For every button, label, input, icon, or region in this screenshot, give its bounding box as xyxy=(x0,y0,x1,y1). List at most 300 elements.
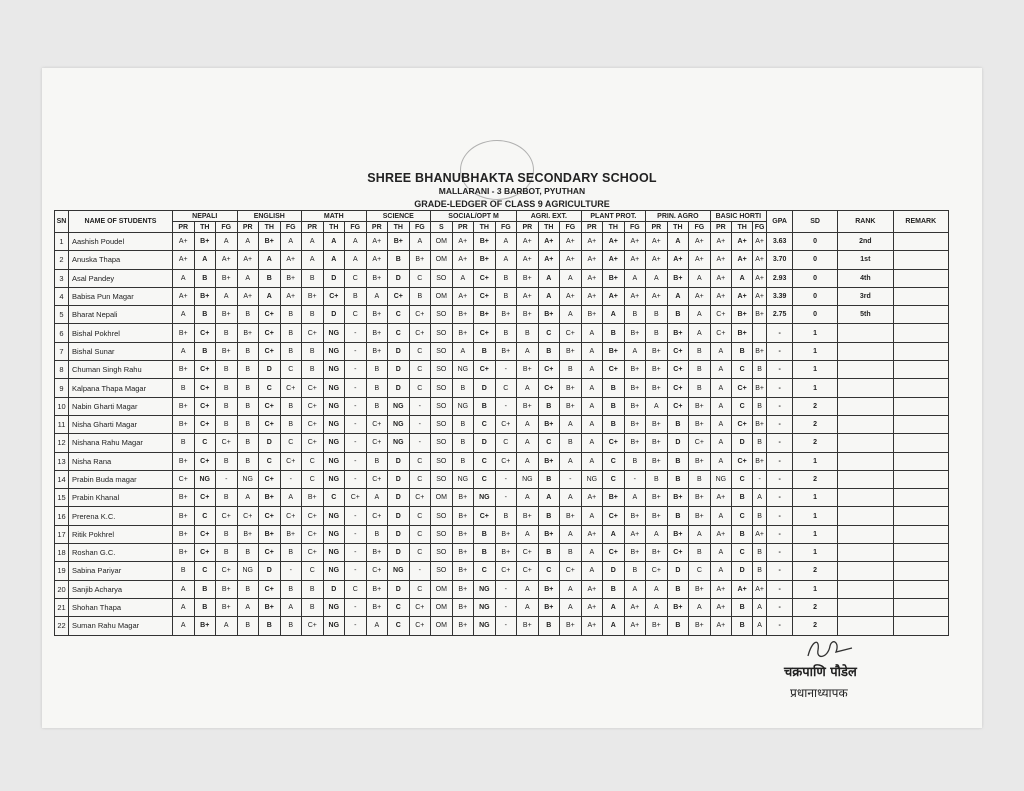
grade-cell: A xyxy=(667,287,689,305)
grade-cell: B+ xyxy=(538,598,560,616)
gpa-cell: - xyxy=(767,598,793,616)
grade-cell: C+ xyxy=(194,525,216,543)
grade-cell: NG xyxy=(581,470,603,488)
table-row xyxy=(55,489,949,507)
student-name: Aashish Poudel xyxy=(69,233,173,251)
grade-cell: A xyxy=(495,233,517,251)
grade-cell: C+ xyxy=(689,434,711,452)
grade-cell: B xyxy=(302,361,324,379)
grade-cell: NG xyxy=(710,470,732,488)
grade-cell: B xyxy=(603,415,625,433)
grade-cell: B xyxy=(237,452,259,470)
student-name: Ritik Pokhrel xyxy=(69,525,173,543)
grade-cell: A xyxy=(710,507,732,525)
grade-cell: D xyxy=(388,379,410,397)
grade-cell: A+ xyxy=(624,525,646,543)
grade-cell: B+ xyxy=(517,306,539,324)
grade-cell: A+ xyxy=(624,287,646,305)
grade-cell: B xyxy=(173,562,195,580)
grade-cell: A+ xyxy=(581,489,603,507)
grade-cell: A xyxy=(452,269,474,287)
sub-header: FG xyxy=(753,222,767,233)
grade-cell: B+ xyxy=(194,287,216,305)
grade-cell: NG xyxy=(323,361,345,379)
grade-cell: B xyxy=(366,525,388,543)
grade-cell: B xyxy=(237,580,259,598)
grade-cell: A xyxy=(753,617,767,635)
grade-cell: B+ xyxy=(689,580,711,598)
grade-cell: B xyxy=(259,617,281,635)
grade-cell: A+ xyxy=(710,598,732,616)
grade-cell: C+ xyxy=(194,415,216,433)
grade-cell: B xyxy=(753,361,767,379)
sd-cell: 2 xyxy=(793,415,838,433)
rank-cell: 3rd xyxy=(838,287,893,305)
sn-cell: 20 xyxy=(55,580,69,598)
grade-cell: C+ xyxy=(302,434,324,452)
grade-cell: C+ xyxy=(302,324,324,342)
grade-cell: B+ xyxy=(646,379,668,397)
grade-cell: - xyxy=(345,415,367,433)
grade-cell: NG xyxy=(194,470,216,488)
grade-cell: SO xyxy=(431,342,453,360)
grade-cell: C xyxy=(409,342,431,360)
grade-cell: NG xyxy=(388,562,410,580)
grade-cell: C+ xyxy=(194,452,216,470)
grade-cell: B xyxy=(216,397,238,415)
grade-cell: C+ xyxy=(409,598,431,616)
grade-cell: A xyxy=(538,489,560,507)
rank-cell xyxy=(838,598,893,616)
grade-cell: A xyxy=(710,544,732,562)
grade-cell: B xyxy=(216,361,238,379)
grade-cell: B xyxy=(280,544,302,562)
grade-cell: B+ xyxy=(646,415,668,433)
grade-cell: B xyxy=(366,397,388,415)
grade-cell: B+ xyxy=(474,251,496,269)
grade-cell: A xyxy=(753,598,767,616)
grade-cell: B xyxy=(753,562,767,580)
grade-cell: A+ xyxy=(624,251,646,269)
grade-cell: C+ xyxy=(323,287,345,305)
grade-cell: A+ xyxy=(581,233,603,251)
remark-cell xyxy=(893,507,948,525)
grade-cell: B xyxy=(237,415,259,433)
grade-cell: A xyxy=(624,489,646,507)
sub-header: TH xyxy=(732,222,753,233)
sub-header: TH xyxy=(603,222,625,233)
table-row xyxy=(55,269,949,287)
sub-header: TH xyxy=(194,222,216,233)
grade-cell: C+ xyxy=(667,342,689,360)
grade-cell: C xyxy=(495,379,517,397)
grade-cell: B xyxy=(366,379,388,397)
grade-cell: SO xyxy=(431,544,453,562)
grade-cell: B xyxy=(753,397,767,415)
grade-cell: C xyxy=(409,470,431,488)
grade-cell: C xyxy=(388,617,410,635)
grade-cell: B+ xyxy=(194,617,216,635)
grade-cell: B xyxy=(302,580,324,598)
grade-cell: B xyxy=(302,269,324,287)
sn-cell: 18 xyxy=(55,544,69,562)
grade-cell: B+ xyxy=(388,233,410,251)
sub-header: PR xyxy=(581,222,603,233)
grade-cell: B+ xyxy=(581,306,603,324)
grade-cell: C+ xyxy=(366,562,388,580)
grade-cell: B xyxy=(667,470,689,488)
grade-cell: - xyxy=(345,397,367,415)
grade-cell: B xyxy=(302,306,324,324)
sn-cell: 15 xyxy=(55,489,69,507)
sub-header: FG xyxy=(216,222,238,233)
grade-cell: A+ xyxy=(517,233,539,251)
rank-cell xyxy=(838,397,893,415)
gpa-cell: - xyxy=(767,489,793,507)
grade-cell: B xyxy=(495,269,517,287)
grade-cell: NG xyxy=(474,617,496,635)
grade-cell: B+ xyxy=(538,580,560,598)
sn-cell: 12 xyxy=(55,434,69,452)
remark-header: REMARK xyxy=(893,211,948,233)
grade-cell: SO xyxy=(431,324,453,342)
grade-cell: B xyxy=(280,617,302,635)
grade-cell: B+ xyxy=(753,379,767,397)
grade-cell: B+ xyxy=(689,489,711,507)
grade-cell: B+ xyxy=(667,598,689,616)
sn-cell: 14 xyxy=(55,470,69,488)
grade-cell: SO xyxy=(431,415,453,433)
grade-cell: B xyxy=(216,525,238,543)
grade-cell: C+ xyxy=(259,507,281,525)
grade-cell: A xyxy=(646,580,668,598)
grade-cell: B xyxy=(194,342,216,360)
grade-cell: B xyxy=(237,379,259,397)
grade-cell: A+ xyxy=(452,233,474,251)
sd-cell: 2 xyxy=(793,617,838,635)
grade-cell: A+ xyxy=(753,287,767,305)
subject-header: SCIENCE xyxy=(366,211,431,222)
grade-cell: C xyxy=(474,452,496,470)
rank-cell xyxy=(838,507,893,525)
grade-cell: D xyxy=(259,361,281,379)
grade-cell: C+ xyxy=(560,324,582,342)
grade-cell: NG xyxy=(517,470,539,488)
grade-cell: B+ xyxy=(366,306,388,324)
grade-cell: C xyxy=(732,470,753,488)
grade-cell: B+ xyxy=(689,617,711,635)
grade-cell: NG xyxy=(388,415,410,433)
sub-header: FG xyxy=(345,222,367,233)
grade-cell: C+ xyxy=(732,415,753,433)
grade-cell: - xyxy=(345,452,367,470)
remark-cell xyxy=(893,233,948,251)
grade-cell: A xyxy=(517,415,539,433)
grade-cell: B+ xyxy=(216,342,238,360)
grade-cell: B+ xyxy=(452,507,474,525)
sn-cell: 7 xyxy=(55,342,69,360)
grade-cell: C xyxy=(732,361,753,379)
remark-cell xyxy=(893,598,948,616)
grade-cell: B xyxy=(237,544,259,562)
grade-cell: C xyxy=(409,379,431,397)
grade-cell: B xyxy=(538,470,560,488)
grade-cell: C+ xyxy=(302,617,324,635)
gpa-cell: - xyxy=(767,415,793,433)
grade-cell: C xyxy=(194,434,216,452)
grade-cell: A+ xyxy=(646,287,668,305)
grade-cell: A+ xyxy=(624,617,646,635)
school-address: MALLARANI - 3 BARBOT, PYUTHAN xyxy=(438,186,586,196)
rank-header: RANK xyxy=(838,211,893,233)
grade-cell: - xyxy=(495,470,517,488)
grade-cell: A xyxy=(517,342,539,360)
grade-cell: B+ xyxy=(517,361,539,379)
grade-cell: NG xyxy=(474,489,496,507)
grade-cell: A xyxy=(366,287,388,305)
grade-cell: A xyxy=(710,379,732,397)
grade-cell: SO xyxy=(431,525,453,543)
grade-cell: A xyxy=(646,525,668,543)
rank-cell xyxy=(838,415,893,433)
grade-cell: A xyxy=(538,269,560,287)
grade-cell: C+ xyxy=(710,306,732,324)
table-row xyxy=(55,562,949,580)
grade-cell: A xyxy=(194,251,216,269)
rank-cell xyxy=(838,562,893,580)
grade-cell: A xyxy=(366,617,388,635)
grade-cell: NG xyxy=(323,507,345,525)
grade-cell: B+ xyxy=(753,452,767,470)
grade-cell: C+ xyxy=(495,415,517,433)
sd-cell: 1 xyxy=(793,507,838,525)
grade-cell: C+ xyxy=(474,361,496,379)
gpa-cell: - xyxy=(767,452,793,470)
sub-header: PR xyxy=(173,222,195,233)
grade-cell: A xyxy=(237,269,259,287)
grade-cell: A+ xyxy=(173,251,195,269)
grade-cell: - xyxy=(345,342,367,360)
grade-cell: B+ xyxy=(689,415,711,433)
grade-cell: B+ xyxy=(624,415,646,433)
grade-cell: C+ xyxy=(538,379,560,397)
grade-cell: A+ xyxy=(581,598,603,616)
grade-cell: NG xyxy=(452,470,474,488)
grade-cell: B xyxy=(474,525,496,543)
grade-cell: C xyxy=(194,562,216,580)
grade-cell: B+ xyxy=(538,415,560,433)
sd-cell: 0 xyxy=(793,269,838,287)
remark-cell xyxy=(893,397,948,415)
table-row xyxy=(55,379,949,397)
grade-cell: C xyxy=(409,525,431,543)
table-row xyxy=(55,470,949,488)
grade-cell: - xyxy=(495,580,517,598)
grade-cell: D xyxy=(732,434,753,452)
grade-cell: A+ xyxy=(689,251,711,269)
grade-cell: A+ xyxy=(624,233,646,251)
student-name: Sabina Pariyar xyxy=(69,562,173,580)
sub-header: TH xyxy=(388,222,410,233)
grade-cell: B+ xyxy=(603,269,625,287)
grade-cell: B+ xyxy=(560,507,582,525)
grade-cell: A xyxy=(646,269,668,287)
grade-cell: D xyxy=(388,544,410,562)
remark-cell xyxy=(893,562,948,580)
grade-cell: B+ xyxy=(259,489,281,507)
grade-cell: A xyxy=(732,269,753,287)
grade-cell: A+ xyxy=(581,580,603,598)
grade-cell: A xyxy=(560,580,582,598)
grade-cell: D xyxy=(667,562,689,580)
grade-cell: B+ xyxy=(173,452,195,470)
grade-cell: C+ xyxy=(259,470,281,488)
grade-cell: A xyxy=(710,415,732,433)
principal-name: चक्रपाणि पौडेल xyxy=(784,665,857,680)
remark-cell xyxy=(893,342,948,360)
grade-cell: A xyxy=(173,306,195,324)
remark-cell xyxy=(893,580,948,598)
sd-cell: 1 xyxy=(793,324,838,342)
grade-cell: B xyxy=(667,507,689,525)
sub-header: TH xyxy=(538,222,560,233)
gpa-cell: - xyxy=(767,361,793,379)
grade-cell: C xyxy=(409,452,431,470)
table-row xyxy=(55,397,949,415)
grade-cell: B+ xyxy=(517,269,539,287)
grade-cell: B xyxy=(560,434,582,452)
grade-cell: B+ xyxy=(667,525,689,543)
grade-cell: A+ xyxy=(710,287,732,305)
grade-cell: B xyxy=(667,452,689,470)
grade-cell: D xyxy=(388,269,410,287)
sub-header: FG xyxy=(689,222,711,233)
remark-cell xyxy=(893,324,948,342)
grade-cell: B+ xyxy=(753,342,767,360)
sd-cell: 0 xyxy=(793,306,838,324)
sn-cell: 19 xyxy=(55,562,69,580)
grade-cell: B xyxy=(280,342,302,360)
grade-cell: C xyxy=(302,452,324,470)
grade-cell: A xyxy=(689,306,711,324)
grade-cell: B xyxy=(538,507,560,525)
grade-cell: B xyxy=(732,617,753,635)
grade-cell: - xyxy=(409,562,431,580)
grade-cell: B+ xyxy=(259,598,281,616)
grade-cell: B xyxy=(667,415,689,433)
subject-header: SOCIAL/OPT M xyxy=(431,211,517,222)
table-row xyxy=(55,452,949,470)
grade-cell: B+ xyxy=(538,306,560,324)
remark-cell xyxy=(893,415,948,433)
sub-header: TH xyxy=(259,222,281,233)
sn-cell: 1 xyxy=(55,233,69,251)
table-row xyxy=(55,251,949,269)
grade-cell: C xyxy=(345,306,367,324)
grade-cell: D xyxy=(474,379,496,397)
student-name: Chuman Singh Rahu xyxy=(69,361,173,379)
grade-cell: D xyxy=(388,361,410,379)
table-row xyxy=(55,306,949,324)
grade-cell: B+ xyxy=(495,544,517,562)
grade-cell: B+ xyxy=(560,617,582,635)
student-name: Bishal Pokhrel xyxy=(69,324,173,342)
grade-cell: - xyxy=(280,470,302,488)
student-name: Asal Pandey xyxy=(69,269,173,287)
grade-cell: B+ xyxy=(452,525,474,543)
grade-cell: A+ xyxy=(710,525,732,543)
grade-cell: A+ xyxy=(753,269,767,287)
grade-cell: D xyxy=(388,507,410,525)
grade-cell: A+ xyxy=(280,287,302,305)
grade-cell: A xyxy=(603,306,625,324)
grade-cell: A xyxy=(560,489,582,507)
grade-cell: A+ xyxy=(646,233,668,251)
grade-cell: B xyxy=(689,379,711,397)
grade-cell: B+ xyxy=(603,489,625,507)
grade-cell: C+ xyxy=(495,562,517,580)
grade-cell: NG xyxy=(452,397,474,415)
grade-cell: NG xyxy=(323,324,345,342)
rank-cell: 5th xyxy=(838,306,893,324)
grade-cell: C xyxy=(538,562,560,580)
subject-header: ENGLISH xyxy=(237,211,302,222)
rank-cell xyxy=(838,379,893,397)
grade-cell: A xyxy=(517,489,539,507)
grade-cell: C+ xyxy=(732,452,753,470)
grade-cell: B xyxy=(753,544,767,562)
grade-cell: A xyxy=(624,580,646,598)
grade-cell: A+ xyxy=(732,233,753,251)
grade-cell: C+ xyxy=(646,562,668,580)
subject-header: NEPALI xyxy=(173,211,238,222)
grade-cell: C+ xyxy=(495,452,517,470)
grade-cell: C+ xyxy=(366,470,388,488)
sub-header: PR xyxy=(452,222,474,233)
grade-cell: NG xyxy=(452,361,474,379)
table-row xyxy=(55,580,949,598)
grade-cell: SO xyxy=(431,361,453,379)
grade-cell: A+ xyxy=(603,251,625,269)
grade-cell: C xyxy=(603,452,625,470)
sd-cell: 1 xyxy=(793,361,838,379)
grade-cell: B xyxy=(237,306,259,324)
grade-cell: OM xyxy=(431,580,453,598)
grade-cell: A xyxy=(581,379,603,397)
grade-cell: C xyxy=(280,434,302,452)
grade-cell: B+ xyxy=(732,324,753,342)
sd-cell: 0 xyxy=(793,251,838,269)
grade-cell: C+ xyxy=(302,525,324,543)
grade-cell: A+ xyxy=(173,287,195,305)
grade-cell: A xyxy=(280,489,302,507)
student-name: Suman Rahu Magar xyxy=(69,617,173,635)
grade-cell: A xyxy=(517,580,539,598)
grade-cell: B xyxy=(173,379,195,397)
sd-cell: 2 xyxy=(793,470,838,488)
grade-cell: B+ xyxy=(732,306,753,324)
grade-cell: C xyxy=(388,598,410,616)
grade-cell: A+ xyxy=(710,580,732,598)
remark-cell xyxy=(893,617,948,635)
grade-cell: B xyxy=(366,452,388,470)
rank-cell xyxy=(838,489,893,507)
gpa-cell: - xyxy=(767,324,793,342)
grade-cell: B+ xyxy=(646,434,668,452)
grade-cell: B xyxy=(646,306,668,324)
grade-cell: B xyxy=(280,397,302,415)
grade-cell: C+ xyxy=(194,397,216,415)
